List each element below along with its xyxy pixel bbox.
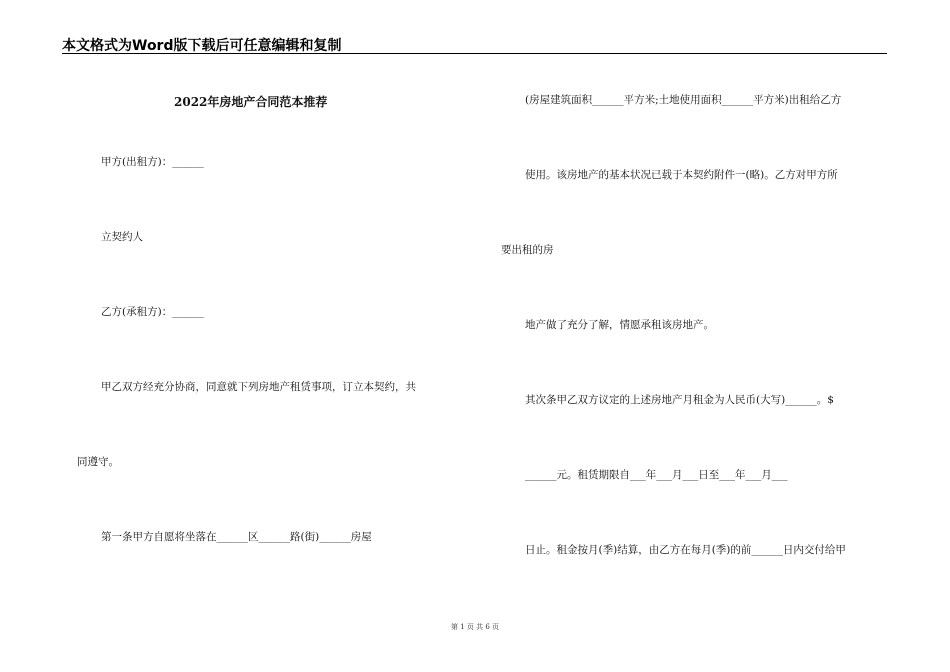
party-a-line: 甲方(出租方)：______ [101,156,204,168]
lease-term-line: ______元。租赁期限自___年___月___日至___年___月___ [525,469,788,481]
document-header-title: 本文格式为Word版下载后可任意编辑和复制 [62,38,342,54]
article-two-rent-line: 其次条甲乙双方议定的上述房地产月租金为人民币(大写)______。$ [525,394,834,406]
property-understanding-line: 地产做了充分了解，情愿承租该房地产。 [525,319,714,331]
party-b-line: 乙方(承租方)：______ [101,306,204,318]
article-one-line: 第一条甲方自愿将坐落在______区______路(街)______房屋 [101,531,372,543]
property-usage-line: 使用。该房地产的基本状况已载于本契约附件一(略)。乙方对甲方所 [525,169,838,181]
document-title: 2022年房地产合同范本推荐 [174,95,328,109]
rent-payment-line: 日止。租金按月(季)结算，由乙方在每月(季)的前______日内交付给甲 [525,544,846,556]
property-area-line: (房屋建筑面积______平方米;土地使用面积______平方米)出租给乙方 [525,94,842,106]
page-indicator: 第 1 页 共 6 页 [450,623,500,631]
agreement-paragraph-line: 甲乙双方经充分协商，同意就下列房地产租赁事项，订立本契约，共 [101,381,416,393]
property-rental-line: 要出租的房 [501,244,554,256]
header-divider [62,53,887,54]
contract-signer-line: 立契约人 [101,231,143,243]
agreement-paragraph-continuation: 同遵守。 [77,456,119,468]
